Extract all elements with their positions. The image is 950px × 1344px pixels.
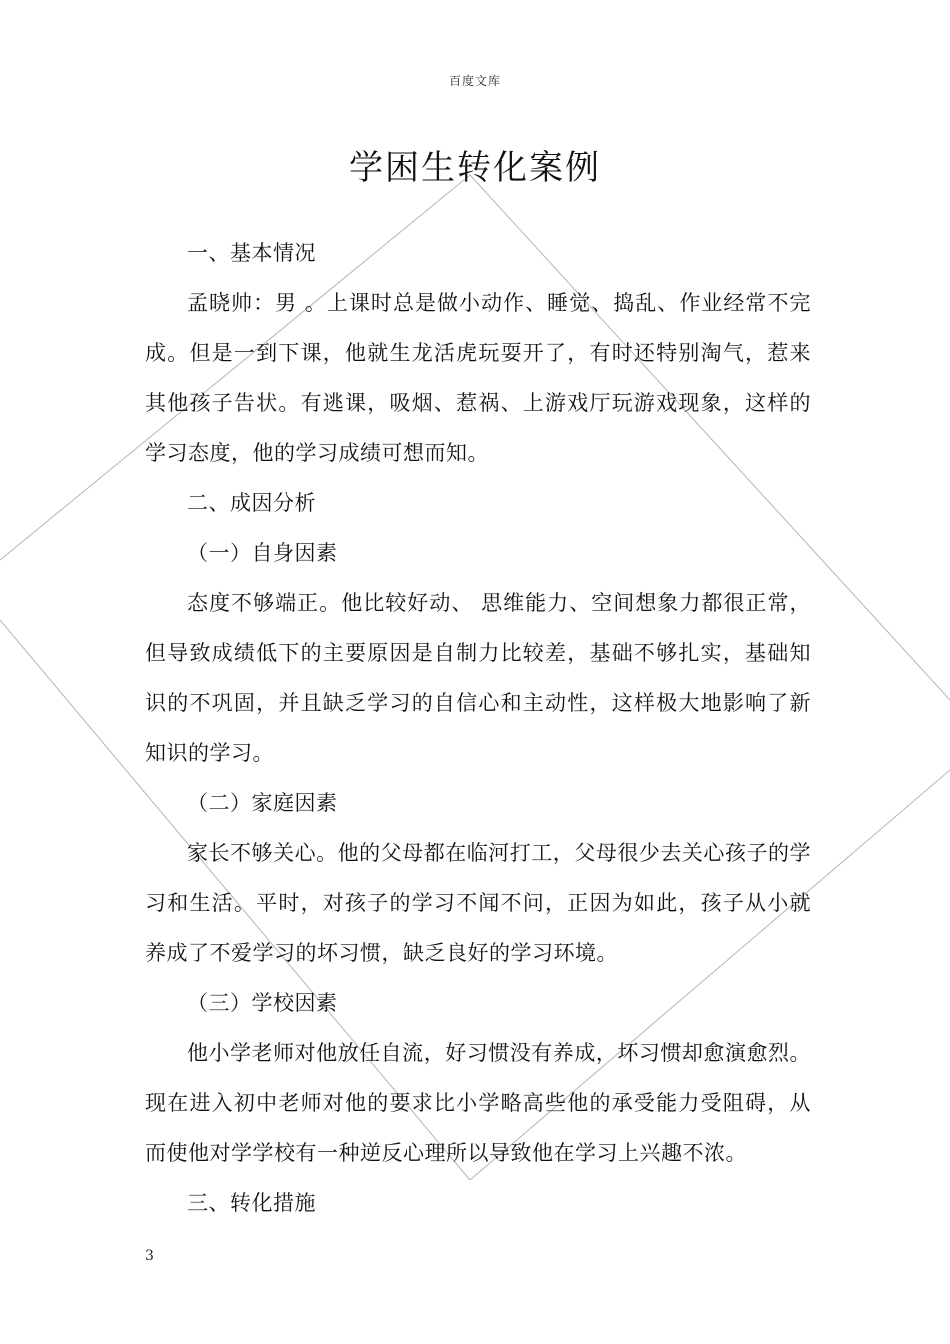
paragraph: 孟晓帅：男 。上课时总是做小动作、睡觉、捣乱、作业经常不完成。但是一到下课，他就生龙活虎玩耍开了，有时还特别淘气，惹来其他孩子告状。有逃课，吸烟、惹祸、上游戏厅玩游戏现象，这样的学习态度，他的学习成绩可想而知。 <box>145 291 811 465</box>
section-heading: 一、基本情况 <box>187 241 316 265</box>
subsection-heading: （二）家庭因素 <box>187 791 338 815</box>
section-heading: 二、成因分析 <box>187 491 316 515</box>
document-body <box>145 228 811 1228</box>
document-title: 学困生转化案例 <box>349 148 601 188</box>
paragraph: 态度不够端正。他比较好动、 思维能力、空间想象力都很正常，但导致成绩低下的主要原因是自制力比较差，基础不够扎实，基础知识的不巩固，并且缺乏学习的自信心和主动性，这样极大地影响了新知识的学习。 <box>145 591 811 765</box>
page-header: 百度文库 <box>448 74 501 88</box>
subsection-heading: （一）自身因素 <box>187 541 338 565</box>
paragraph: 家长不够关心。他的父母都在临河打工，父母很少去关心孩子的学习和生活。平时，对孩子的学习不闻不问，正因为如此，孩子从小就养成了不爱学习的坏习惯，缺乏良好的学习环境。 <box>145 841 811 965</box>
page-number: 3 <box>145 1248 154 1264</box>
paragraph: 他小学老师对他放任自流，好习惯没有养成，坏习惯却愈演愈烈。现在进入初中老师对他的要求比小学略高些他的承受能力受阻碍，从而使他对学学校有一种逆反心理所以导致他在学习上兴趣不浓。 <box>145 1041 811 1165</box>
subsection-heading: （三）学校因素 <box>187 991 338 1015</box>
section-heading: 三、转化措施 <box>187 1191 316 1215</box>
